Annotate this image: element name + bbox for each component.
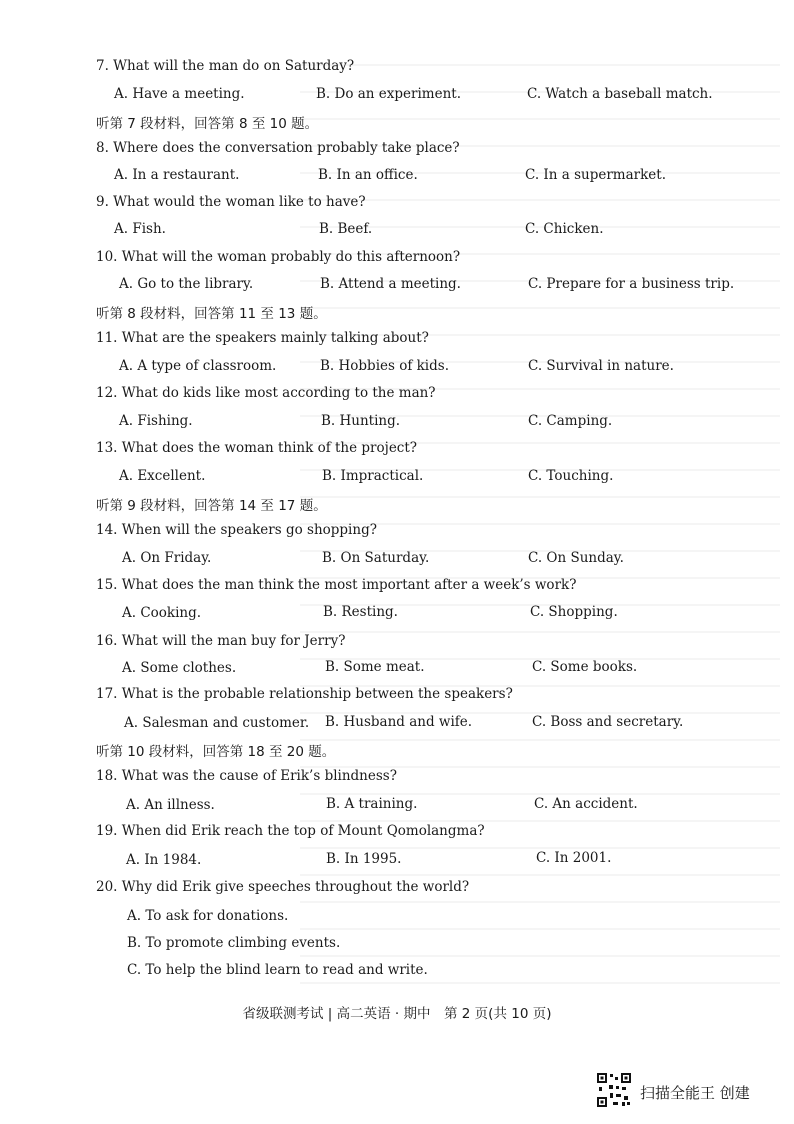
question-15: 15. What does the man think the most important after a week’s work? [96,577,577,593]
page-footer: 省级联测考试 | 高二英语 · 期中 第 2 页(共 10 页) [242,1006,552,1022]
q19-option-b: B. In 1995. [326,851,402,867]
section-8-heading: 听第 8 段材料，回答第 11 至 13 题。 [96,306,327,322]
q12-option-a: A. Fishing. [119,413,193,429]
question-17: 17. What is the probable relationship between the speakers? [96,686,513,702]
question-18: 18. What was the cause of Erik’s blindness? [96,768,397,784]
q18-option-b: B. A training. [326,796,418,812]
question-7: 7. What will the man do on Saturday? [96,58,355,74]
q14-option-c: C. On Sunday. [528,550,624,566]
q20-option-c: C. To help the blind learn to read and write. [127,962,428,978]
scanner-watermark: 扫描全能王 创建 [640,1084,750,1102]
question-9: 9. What would the woman like to have? [96,194,366,210]
question-19: 19. When did Erik reach the top of Mount Qomolangma? [96,823,485,839]
question-13: 13. What does the woman think of the project? [96,440,418,456]
qr-code-icon [596,1072,632,1108]
q18-option-c: C. An accident. [534,796,638,812]
q18-option-a: A. An illness. [126,797,215,813]
q15-option-b: B. Resting. [323,604,398,620]
q20-option-b: B. To promote climbing events. [127,935,341,951]
q10-option-a: A. Go to the library. [119,276,254,292]
section-10-heading: 听第 10 段材料，回答第 18 至 20 题。 [96,744,336,760]
q19-option-a: A. In 1984. [126,852,202,868]
q9-option-a: A. Fish. [114,221,166,237]
q14-option-a: A. On Friday. [122,550,212,566]
q9-option-c: C. Chicken. [525,221,604,237]
q15-option-a: A. Cooking. [122,605,202,621]
section-7-heading: 听第 7 段材料，回答第 8 至 10 题。 [96,116,319,132]
q13-option-c: C. Touching. [528,468,614,484]
q10-option-b: B. Attend a meeting. [320,276,461,292]
q8-option-b: B. In an office. [318,167,418,183]
question-10: 10. What will the woman probably do this afternoon? [96,249,461,265]
q13-option-a: A. Excellent. [119,468,206,484]
q7-option-c: C. Watch a baseball match. [527,86,713,102]
q7-option-b: B. Do an experiment. [316,86,461,102]
question-20: 20. Why did Erik give speeches throughout the world? [96,879,470,895]
q16-option-a: A. Some clothes. [122,660,237,676]
q11-option-b: B. Hobbies of kids. [320,358,449,374]
q7-option-a: A. Have a meeting. [114,86,245,102]
question-12: 12. What do kids like most according to the man? [96,385,436,401]
q9-option-b: B. Beef. [319,221,373,237]
q17-option-b: B. Husband and wife. [325,714,473,730]
q13-option-b: B. Impractical. [322,468,424,484]
q15-option-c: C. Shopping. [530,604,618,620]
q19-option-c: C. In 2001. [536,850,612,866]
q20-option-a: A. To ask for donations. [127,908,289,924]
question-14: 14. When will the speakers go shopping? [96,522,377,538]
q12-option-c: C. Camping. [528,413,613,429]
q11-option-a: A. A type of classroom. [119,358,277,374]
q17-option-a: A. Salesman and customer. [124,715,310,731]
q8-option-a: A. In a restaurant. [114,167,240,183]
question-16: 16. What will the man buy for Jerry? [96,633,346,649]
question-11: 11. What are the speakers mainly talking about? [96,330,429,346]
q8-option-c: C. In a supermarket. [525,167,666,183]
question-8: 8. Where does the conversation probably take place? [96,140,460,156]
q11-option-c: C. Survival in nature. [528,358,674,374]
q17-option-c: C. Boss and secretary. [532,714,684,730]
q12-option-b: B. Hunting. [321,413,401,429]
section-9-heading: 听第 9 段材料，回答第 14 至 17 题。 [96,498,327,514]
q16-option-b: B. Some meat. [325,659,425,675]
q14-option-b: B. On Saturday. [322,550,430,566]
q10-option-c: C. Prepare for a business trip. [528,276,735,292]
q16-option-c: C. Some books. [532,659,638,675]
